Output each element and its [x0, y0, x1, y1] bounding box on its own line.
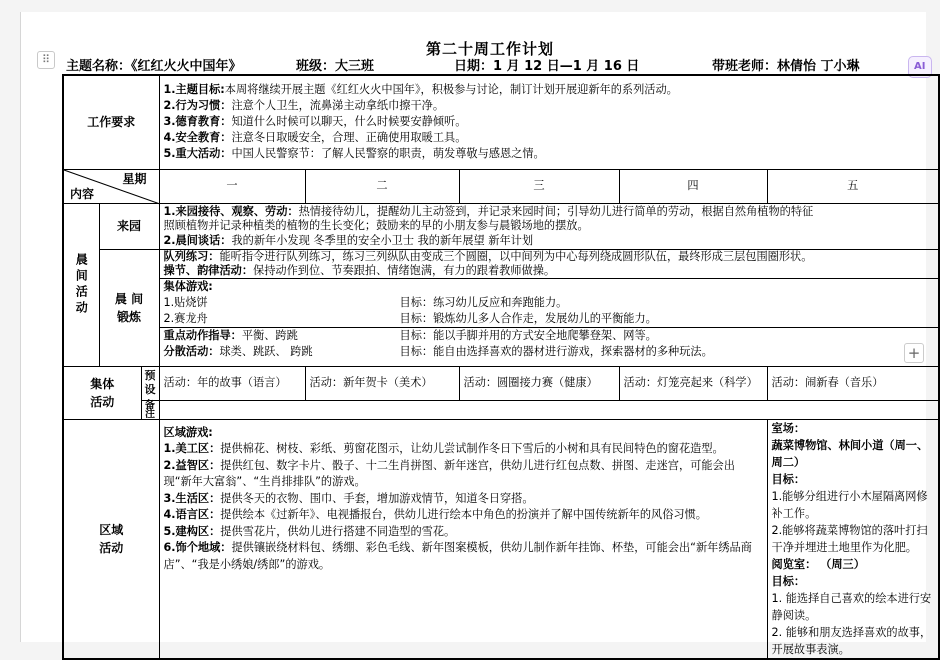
area-item: 2.益智区：提供红包、数字卡片、骰子、十二生肖拼图、新年迷宫，供幼儿进行红包点数、拼图、走迷宫，可能会出现“新年大富翁”、“生肖排排队”的游戏。 — [163, 458, 735, 488]
area-item: 5.建构区：提供雪花片，供幼儿进行搭建不同造型的雪花。 — [163, 524, 456, 538]
game-row: 1.贴烧饼 目标：练习幼儿反应和奔跑能力。 — [163, 295, 568, 309]
area-activity-label: 区域 活动 — [63, 419, 159, 659]
morning-exercise-label: 晨 间 锻炼 — [99, 249, 159, 366]
area-item: 4.语言区：提供绘本《过新年》、电视播报台，供幼儿进行绘本中角色的扮演并了解中国传统新年的风俗习惯。 — [163, 508, 707, 521]
class-name: 班级：大三班 — [296, 59, 375, 74]
group-activity-label: 集体 活动 — [63, 366, 141, 419]
requirement-line: 1.主题目标:本周将继续开展主题《红红火火中国年》，积极参与讨论，制订计划开展迎新年的系列活动。 — [163, 83, 678, 96]
arrival-cell[interactable]: 1.来园接待、观察、劳动：热情接待幼儿，提醒幼儿主动签到，并记录来园时间；引导幼儿进行简单的劳动，根据自然角植物的特征 照顾植物并记录种植类的植物的生长变化；鼓励来的早的小朋友参与晨锻场地的摆放。 2.晨间谈话：我的新年小发现 冬季里的安全小卫士 我的新年展望 新年计划 — [159, 203, 939, 249]
day-header-wed: 三 — [459, 169, 619, 203]
teachers: 带班老师：林倩怡 丁小琳 — [712, 59, 860, 74]
group-activity-fri[interactable]: 活动：闹新春（音乐） — [767, 366, 939, 400]
requirements-label: 工作要求 — [63, 75, 159, 169]
group-activity-tue[interactable]: 活动：新年贺卡（美术） — [305, 366, 459, 400]
week-content-diagonal-header: 星期 内容 — [63, 169, 159, 203]
game-row: 2.赛龙舟 目标：锻炼幼儿多人合作走，发展幼儿的平衡能力。 — [163, 311, 657, 325]
requirement-line: 2.行为习惯：注意个人卫生，流鼻涕主动拿纸巾擦干净。 — [163, 99, 445, 112]
day-header-fri: 五 — [767, 169, 939, 203]
focus-row: 重点动作指导：平衡、跨跳 目标：能以手脚并用的方式安全地爬攀登架、网等。 — [163, 328, 657, 342]
requirement-line: 4.安全教育：注意冬日取暖安全，合理、正确使用取暖工具。 — [163, 131, 467, 144]
add-row-button[interactable]: + — [904, 343, 924, 363]
plan-header — [66, 55, 886, 73]
theme-name: 主题名称：《红红火火中国年》 — [66, 59, 242, 74]
day-header-mon: 一 — [159, 169, 305, 203]
date-range: 日期：1 月 12 日—1 月 16 日 — [454, 59, 640, 74]
morning-exercise-cell[interactable]: 队列练习：能听指令进行队列练习，练习三列纵队由变成三个圆圈，以中间列为中心每列绕成圆形队伍，最终形成三层包围圈形状。 操节、韵律活动：保持动作到位、节奏跟拍、情绪饱满，有力的跟着教师做操。 集体游戏: 1.贴烧饼 目标：练习幼儿反应和奔跑能力。 2.赛龙舟 目标：锻炼幼儿多人合作走，发展幼儿的平衡能力。 重点动作指导：平衡、跨跳 目标：能以手脚并用的方式安全地爬攀登架、网等。 分散活动：球类、跳跃、 跨跳 目标：能自由选择喜欢的器材进行游戏，探索器材的多种玩法。 — [159, 249, 939, 366]
group-note-cell[interactable] — [159, 400, 939, 419]
weekly-plan-table — [62, 74, 940, 660]
day-header-tue: 二 — [305, 169, 459, 203]
free-row: 分散活动：球类、跳跃、 跨跳 目标：能自由选择喜欢的器材进行游戏，探索器材的多种玩法。 — [163, 344, 713, 358]
room-cell[interactable]: 室场： 蔬菜博物馆、林间小道（周一、周二） 目标： 1.能够分组进行小木屋隔离网修补工作。 2.能够将蔬菜博物馆的落叶打扫干净并埋进土地里作为化肥。 阅览室： （周三） 目标： 1. 能选择自己喜欢的绘本进行安静阅读。 2. 能够和朋友选择喜欢的故事，开展故事表演。 — [767, 419, 939, 659]
requirement-line: 5.重大活动：中国人民警察节：了解人民警察的职责，萌发尊敬与感恩之情。 — [163, 147, 545, 160]
area-item: 6.饰个地域：提供镶嵌绕材料包、绣绷、彩色毛线、新年图案模板，供幼儿制作新年挂饰、杯垫，可能会出“新年绣品商店”、“我是小绣娘/绣郎”的游戏。 — [163, 541, 752, 571]
table-drag-handle-icon[interactable]: ⠿ — [37, 51, 55, 69]
ai-assistant-button[interactable]: AI — [908, 56, 932, 78]
group-activity-thu[interactable]: 活动：灯笼亮起来（科学） — [619, 366, 767, 400]
area-item: 3.生活区：提供冬天的衣物、围巾、手套，增加游戏情节，知道冬日穿搭。 — [163, 491, 534, 505]
area-item: 1.美工区：提供棉花、树枝、彩纸、剪窗花图示，让幼儿尝试制作冬日下雪后的小树和具有民间特色的窗花造型。 — [163, 442, 724, 455]
page-title: 第二十周工作计划 — [425, 40, 554, 58]
group-activity-mon[interactable]: 活动：年的故事（语言） — [159, 366, 305, 400]
preset-label: 预 设 — [141, 366, 159, 400]
arrival-label: 来园 — [99, 203, 159, 249]
requirements-cell[interactable] — [159, 75, 939, 169]
group-activity-wed[interactable]: 活动：圆圈接力赛（健康） — [459, 366, 619, 400]
requirement-line: 3.德育教育：知道什么时候可以聊天，什么时候要安静倾听。 — [163, 115, 467, 128]
area-games-cell[interactable]: 区域游戏: 1.美工区：提供棉花、树枝、彩纸、剪窗花图示，让幼儿尝试制作冬日下雪后的小树和具有民间特色的窗花造型。 2.益智区：提供红包、数字卡片、骰子、十二生肖拼图、新年迷宫，供幼儿进行红包点数、拼图、走迷宫，可能会出现“新年大富翁”、“生肖排排队”的游戏。 3.生活区：提供冬天的衣物、围巾、手套，增加游戏情节，知道冬日穿搭。 4.语言区：提供绘本《过新年》、电视播报台，供幼儿进行绘本中角色的扮演并了解中国传统新年的风俗习惯。 5.建构区：提供雪花片，供幼儿进行搭建不同造型的雪花。 6.饰个地域：提供镶嵌绕材料包、绣绷、彩色毛线、新年图案模板，供幼儿制作新年挂饰、杯垫，可能会出“新年绣品商店”、“我是小绣娘/绣郎”的游戏。 — [159, 419, 767, 659]
morning-activity-label: 晨间活动 — [63, 203, 99, 366]
note-label: 备 注 — [141, 400, 159, 419]
day-header-thu: 四 — [619, 169, 767, 203]
